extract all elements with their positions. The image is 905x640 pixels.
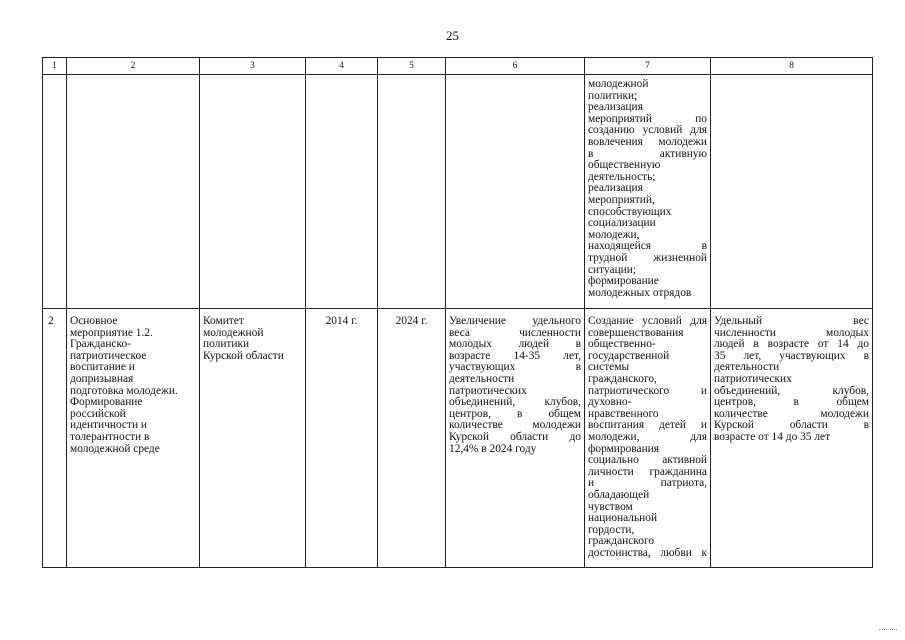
text-line: способствующих — [588, 205, 672, 218]
text-line: Основное — [70, 315, 118, 327]
text-line: деятельность; — [588, 170, 656, 183]
row1-cell-3 — [200, 75, 306, 309]
text-line: Формирование — [70, 396, 143, 409]
row1-cell-6 — [446, 75, 585, 309]
text-line: деятельности — [714, 361, 780, 374]
start-year: 2014 г. — [325, 315, 358, 327]
text-line: молодых людей в — [449, 338, 581, 351]
text-line: в активную — [588, 147, 707, 160]
column-number-3: 3 — [200, 58, 306, 75]
row1-cell-8 — [711, 75, 873, 309]
start-year-cell — [306, 309, 378, 568]
row1-cell-2 — [67, 75, 200, 309]
text-line: людей в возрасте от 14 до — [714, 338, 869, 351]
text-line: Увеличение удельного — [449, 315, 581, 327]
column-number-1: 1 — [43, 58, 67, 75]
text-line: центров, в общем — [714, 396, 869, 409]
text-line: гордости, — [588, 523, 635, 536]
text-line: веса численности — [449, 326, 581, 339]
text-line: национальной — [588, 512, 658, 525]
column-number-5: 5 — [378, 58, 446, 75]
text-line: Удельный вес — [714, 315, 869, 327]
end-year: 2024 г. — [395, 315, 428, 327]
text-line: количестве молодежи — [449, 419, 581, 432]
row-number: 2 — [43, 309, 67, 568]
column-number-8: 8 — [711, 58, 873, 75]
text-line: Создание условий для — [588, 315, 707, 327]
text-line: Гражданско- — [70, 338, 131, 351]
text-line: реализация — [588, 182, 643, 195]
text-line: молодежной — [588, 78, 649, 90]
text-line: находящейся в — [588, 240, 707, 253]
page-number: 25 — [446, 28, 459, 43]
text-line: объединений, клубов, — [714, 384, 869, 397]
text-line: возрасте 14-35 лет, — [449, 349, 581, 362]
text-line: толерантности в — [70, 430, 150, 443]
text-line: реализация — [588, 101, 643, 114]
text-line: патриотическое — [70, 349, 147, 362]
main-directions-cell — [585, 309, 711, 568]
text-line: системы — [588, 361, 630, 374]
row1-cell-7 — [585, 75, 711, 309]
text-line: Курской области до — [449, 430, 581, 443]
text-line: достоинства, любви к — [588, 546, 707, 559]
text-line: вовлечения молодежи — [588, 135, 707, 148]
text-line: мероприятие 1.2. — [70, 326, 153, 339]
text-line: центров, в общем — [449, 407, 581, 420]
scan-edge-mark — [879, 629, 897, 636]
text-line: духовно- — [588, 396, 632, 409]
text-line: патриотических — [714, 372, 792, 385]
text-line: личности гражданина — [588, 465, 707, 478]
row1-cell-1 — [43, 75, 67, 309]
text-line: молодежи, — [588, 228, 640, 241]
text-line: гражданского, — [588, 372, 657, 385]
text-line: возрасте от 14 до 35 лет — [714, 430, 831, 443]
text-line: мероприятий по — [588, 112, 707, 125]
text-line: обладающей — [588, 488, 650, 501]
text-line: количестве молодежи — [714, 407, 869, 420]
text-line: чувством — [588, 500, 633, 513]
text-line: политики — [203, 338, 250, 351]
text-line: нравственного — [588, 407, 659, 420]
text-line: и патриота, — [588, 477, 707, 490]
text-line: патриотических — [449, 384, 527, 397]
text-line: деятельности — [449, 372, 515, 385]
text-line: численности молодых — [714, 326, 869, 339]
text-line: 35 лет, участвующих в — [714, 349, 869, 362]
text-line: социализации — [588, 217, 656, 230]
text-line: патриотического и — [588, 384, 707, 397]
text-line: воспитание и — [70, 361, 135, 374]
row1-cell-5 — [378, 75, 446, 309]
column-number-7: 7 — [585, 58, 711, 75]
row1-cell-4 — [306, 75, 378, 309]
text-line: 12,4% в 2024 году — [449, 442, 537, 455]
text-line: общественную — [588, 159, 661, 172]
column-number-row — [43, 58, 873, 75]
end-year-cell — [378, 309, 446, 568]
expected-result-cell — [446, 309, 585, 568]
text-line: воспитания детей и — [588, 419, 707, 432]
program-table — [42, 57, 873, 568]
table-row-continuation — [43, 75, 873, 309]
text-line: политики; — [588, 89, 638, 102]
text-line: подготовка молодежи. — [70, 384, 178, 397]
text-line: Курской области в — [714, 419, 869, 432]
text-line: объединений, клубов, — [449, 396, 581, 409]
text-line: допризывная — [70, 372, 134, 385]
text-line: созданию условий для — [588, 124, 707, 137]
table-row-main-event — [43, 309, 873, 568]
column-number-6: 6 — [446, 58, 585, 75]
text-line: формирования — [588, 442, 660, 455]
text-line: формирование — [588, 275, 659, 288]
column-number-4: 4 — [306, 58, 378, 75]
executor-cell — [200, 309, 306, 568]
column-number-2: 2 — [67, 58, 200, 75]
indicator-cell — [711, 309, 873, 568]
text-line: российской — [70, 407, 126, 420]
text-line: Курской области — [203, 349, 284, 362]
text-line: молодежных отрядов — [588, 286, 692, 299]
text-line: идентичности и — [70, 419, 147, 432]
text-line: мероприятий, — [588, 193, 655, 206]
event-name-cell — [67, 309, 200, 568]
text-line: социально активной — [588, 454, 707, 467]
text-line: молодежной среде — [70, 442, 160, 455]
text-line: молодежной — [203, 326, 264, 339]
text-line: участвующих в — [449, 361, 581, 374]
text-line: Комитет — [203, 315, 244, 327]
text-line: молодежи, для — [588, 430, 707, 443]
text-line: государственной — [588, 349, 670, 362]
text-line: трудной жизненной — [588, 251, 707, 264]
text-line: общественно- — [588, 338, 656, 351]
text-line: совершенствования — [588, 326, 684, 339]
text-line: гражданского — [588, 535, 655, 548]
text-line: ситуации; — [588, 263, 637, 276]
